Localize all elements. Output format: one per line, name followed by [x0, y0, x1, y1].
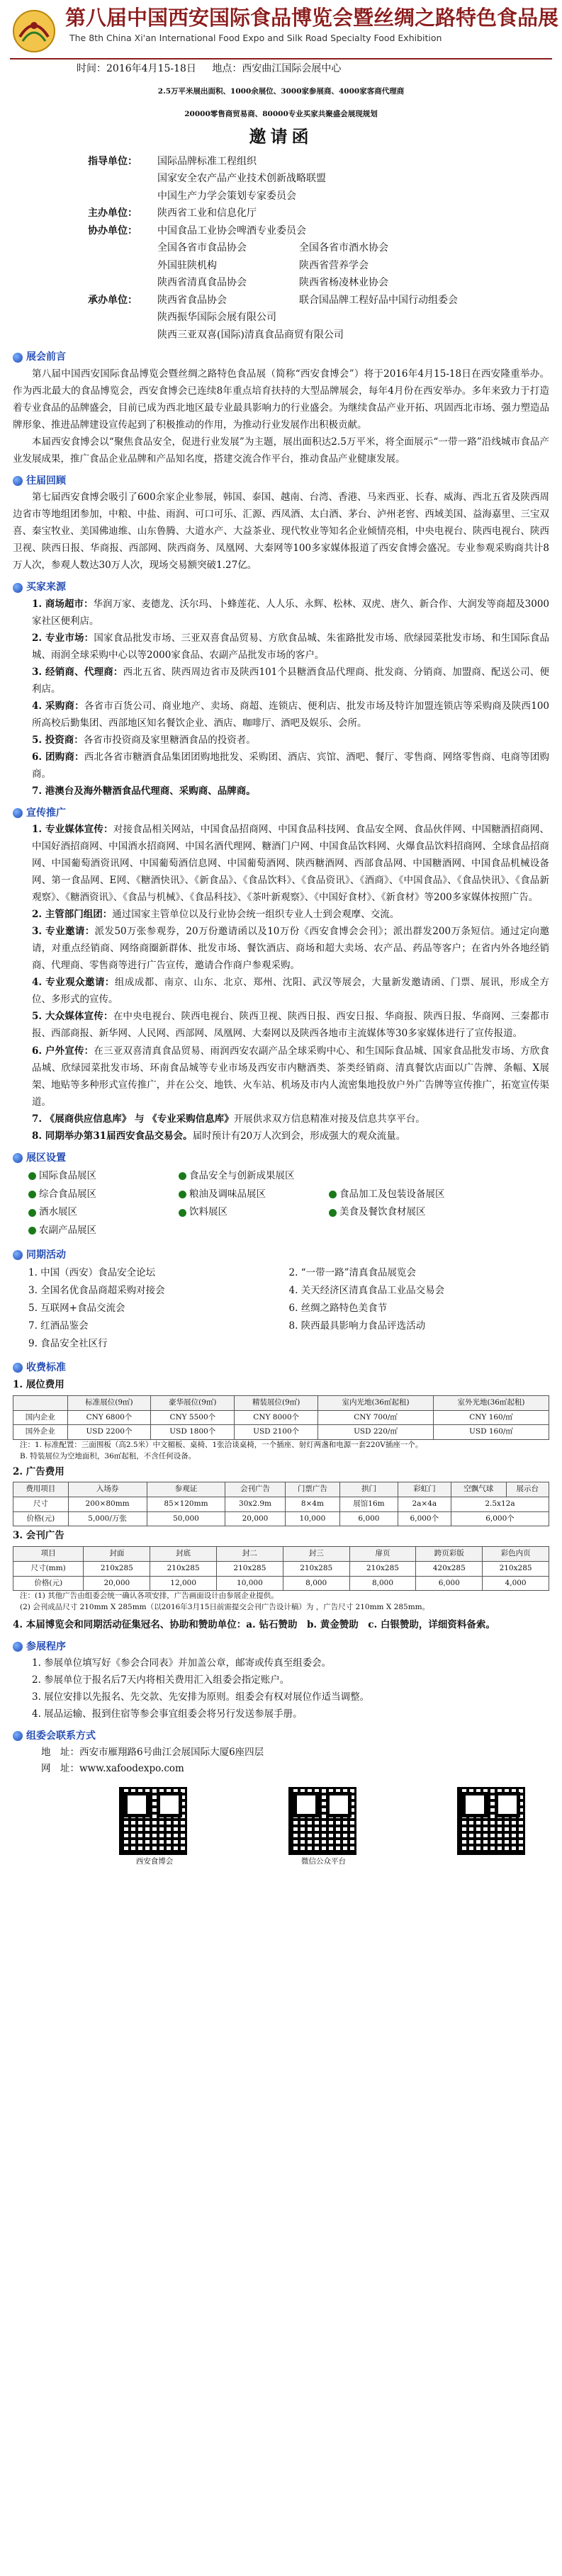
- activity-item: 5. 互联网+食品交流会: [28, 1302, 125, 1314]
- section-title: 组委会联系方式: [26, 1730, 96, 1742]
- section-review: [0, 473, 562, 574]
- activity-item: 1. 中国（西安）食品安全论坛: [28, 1266, 156, 1278]
- catalog-ad-table: [13, 1546, 549, 1591]
- area-item: 国际食品展区: [28, 1167, 179, 1186]
- bullet-ball-icon: [13, 353, 23, 363]
- guiding-units: [88, 153, 548, 205]
- organisers: [0, 153, 562, 344]
- intro-paragraph-1: 第八届中国西安国际食品博览会暨丝绸之路特色食品展（简称“西安食博会”）将于2016年4月15-18日在西安隆重举办。作为西北最大的食品博览会，西安食博会已连续8年重点培育扶持的大型品牌展会，每年4月份在西安举办。多年来致力于打造着专业食品的品牌盛会，目前已成为西北地区最专业最具影响力的行业盛会。为继续食品产业开拓、巩固西北市场、强力塑造品牌形象、推进品牌建设宣传起到了积极推动的作用，为推动行业发展作出积极贡献。: [13, 368, 549, 431]
- process-step: 3. 展位安排以先报名、先交款、先安排为原则。组委会有权对展位作适当调整。: [32, 1691, 370, 1703]
- activity-item: 3. 全国名优食品商超采购对接会: [28, 1284, 165, 1296]
- booth-fee-table: [13, 1395, 549, 1440]
- qr-codes: [13, 1777, 549, 1868]
- org-item: 全国各省市食品协会: [157, 242, 247, 254]
- event-place: 地点：西安曲江国际会展中心: [212, 63, 342, 74]
- english-title-line-1: The 8th China Xi'an International Food Expo and Silk Road Specialty Food Exhibition: [69, 33, 442, 43]
- area-dot-icon: [28, 1172, 36, 1180]
- qr-label: 微信公众平台: [301, 1856, 346, 1866]
- ad-fee-table: [13, 1482, 549, 1526]
- section-title: 买家来源: [26, 581, 66, 594]
- activity-item: 9. 食品安全社区行: [28, 1337, 108, 1349]
- org-item: 陕西三亚双喜(国际)清真食品商贸有限公司: [157, 329, 344, 341]
- buyer-item: 7. 港澳台及海外糖酒食品代理商、采购商、品牌商。: [32, 785, 256, 797]
- table-row: 价格(元) 20,000 12,000 10,000 8,000 8,000 6,000 4,000: [13, 1576, 549, 1591]
- qr-item[interactable]: [288, 1787, 359, 1868]
- catalog-ad-title: 3. 会刊广告: [13, 1530, 64, 1542]
- promo-item: 8. 同期举办第31届西安食品交易会。届时预计有20万人次到会，形成强大的观众流量。: [32, 1130, 406, 1142]
- invitation-heading: 邀请函: [249, 125, 313, 147]
- ad-fee-title: 2. 广告费用: [13, 1465, 64, 1477]
- qr-code-icon[interactable]: [119, 1787, 187, 1855]
- section-exhibit-areas: [0, 1150, 562, 1242]
- org-item: 陕西省杨凌林业协会: [299, 277, 388, 289]
- area-item: 综合食品展区: [28, 1186, 179, 1204]
- activity-item: 2. “一带一路”清真食品展览会: [288, 1266, 416, 1278]
- time-place: [77, 62, 354, 76]
- page-title: 第八届中国西安国际食品博览会暨丝绸之路特色食品展: [65, 6, 559, 30]
- table-row: 国内企业 CNY 6800个 CNY 5500个 CNY 8000个 CNY 700/㎡ CNY 160/㎡: [13, 1410, 549, 1425]
- org-item: 陕西省清真食品协会: [157, 277, 247, 289]
- contact-address: 地 址：西安市雁翔路6号曲江会展国际大厦6座四层: [41, 1746, 264, 1758]
- bullet-ball-icon: [13, 1153, 23, 1163]
- buyer-item: 3. 经销商、代理商：西北五省、陕西周边省市及陕西101个县糖酒食品代理商、批发商、分销商、加盟商、配送公司、便利店。: [32, 666, 549, 695]
- process-step: 4. 展品运输、报到住宿等参会事宜组委会将另行发送参展手册。: [32, 1708, 303, 1720]
- section-title: 展区设置: [26, 1152, 66, 1164]
- area-dot-icon: [329, 1191, 337, 1198]
- area-dot-icon: [28, 1209, 36, 1217]
- org-item: 陕西省营养学会: [299, 259, 369, 271]
- process-step: 2. 参展单位于报名后7天内将相关费用汇入组委会指定账户。: [32, 1674, 290, 1686]
- bullet-ball-icon: [13, 808, 23, 818]
- org-item: 陕西振华国际会展有限公司: [157, 312, 276, 324]
- promo-item: 7. 《展商供应信息库》 与 《专业采购信息库》开展供求双方信息精准对接及信息共享平台。: [32, 1113, 425, 1125]
- area-dot-icon: [179, 1172, 186, 1180]
- catalog-note-b: (2) 会刊成品尺寸 210mm X 285mm（以2016年3月15日前需提交会刊广告设计稿）为 ，广告尺寸 210mm X 285mm。: [20, 1603, 430, 1612]
- activity-item: 7. 红酒品鉴会: [28, 1320, 89, 1332]
- buyer-item: 5. 投资商：各省市投资商及家里糖酒食品的投资者。: [32, 734, 256, 746]
- promo-item: 2. 主管部门组团：通过国家主管单位以及行业协会统一组织专业人士到会观摩、交流。: [32, 909, 400, 921]
- area-dot-icon: [28, 1227, 36, 1235]
- table-row: 尺寸(mm) 210x285 210x285 210x285 210x285 210x285 420x285 210x285: [13, 1561, 549, 1576]
- section-title: 同期活动: [26, 1249, 66, 1261]
- promo-item: 6. 户外宣传：在三亚双喜清真食品贸易、雨润西安农副产品全球采购中心、和生国际食品城、国家食品批发市场、方欣食品城、欣绿园菜批发市场、环南食品城等专业市场及西安市内糖酒类、茶类经销商、清真餐饮店面以广告牌、条幅、X展架、地贴等多种形式宣传推广，并在公交、地铁、火车站、机场及市内人流密集地投放户外广告牌等宣传推广，拓宽宣传渠道。: [32, 1045, 549, 1108]
- scale-line-2: 20000零售商贸易商、80000专业买家共聚盛会展现规划: [184, 110, 378, 118]
- review-paragraph: 第七届西安食博会吸引了600余家企业参展，韩国、泰国、越南、台湾、香港、马来西亚、长春、威海、西北五省及陕西周边省市等地组团参加，中粮、中盐、雨润、可口可乐、汇源、西凤酒、太白酒、茅台、泸州老窖、西域美国、益海嘉里、三宝双喜、秦宝牧业、美国佛迪维、山东鲁腾、大道水产、大益茶业、现代牧业等知名企业倾情亮相，中央电视台、陕西电视台、陕西卫视、陕西日报、华商报、西部网、陕西商务、凤凰网、大秦网等100多家媒体报道了西安食博会盛况。专业参观采购商共计8万人次，参观人数达30万人次，现场交易额突破1.27亿。: [13, 492, 549, 572]
- bullet-ball-icon: [13, 1642, 23, 1652]
- org-item: 中国食品工业协会啤酒专业委员会: [157, 225, 306, 237]
- org-item: 全国各省市酒水协会: [299, 242, 388, 254]
- qr-label: 西安食博会: [135, 1856, 174, 1866]
- section-process: [0, 1639, 562, 1723]
- area-item: 酒水展区: [28, 1203, 179, 1222]
- org-label: 承办单位：: [88, 294, 137, 306]
- org-item: 外国驻陕机构: [157, 259, 217, 271]
- section-fees: [0, 1360, 562, 1633]
- buyer-item: 6. 团购商：西北各省市糖酒食品集团团购地批发、采购团、酒店、宾馆、酒吧、餐厅、零售商、网络零售商、电商等团购商。: [32, 751, 550, 780]
- section-title: 宣传推广: [26, 807, 66, 819]
- table-header-row: 项目 封面 封底 封二 封三 扉页 跨页彩版 彩色内页: [13, 1547, 549, 1562]
- section-intro: [0, 349, 562, 467]
- buyer-item: 4. 采购商：各省市百货公司、商业地产、卖场、商超、连锁店、便利店、批发市场及特许加盟连锁店等采购商及陕西100所高校后勤集团、西部地区知名餐饮企业、酒店、咖啡厅、酒吧及娱乐、会所。: [32, 700, 549, 729]
- org-label: 指导单位：: [88, 155, 137, 167]
- booth-fee-title: 1. 展位费用: [13, 1379, 64, 1391]
- undertaking-units: [88, 292, 548, 344]
- promo-item: 5. 大众媒体宣传：在中央电视台、陕西电视台、陕西卫视、陕西日报、西安日报、华商报、陕西日报、华商网、三秦都市报、西部商报、新华网、人民网、西部网、凤凰网、大秦网以及陕西各地市主流媒体等30多家媒体进行了宣传报道。: [32, 1011, 550, 1040]
- qr-code-icon[interactable]: [288, 1787, 356, 1855]
- area-dot-icon: [179, 1209, 186, 1217]
- org-item: 联合国品牌工程好品中国行动组委会: [299, 294, 458, 306]
- host-units: [88, 205, 548, 222]
- org-item: 中国生产力学会策划专家委员会: [157, 190, 296, 202]
- area-item: 粮油及调味品展区: [179, 1186, 329, 1204]
- section-title: 收费标准: [26, 1361, 66, 1373]
- booth-note-a: 注：1. 标准配置：三面围板（高2.5米）中文楣板、桌椅、1张洽谈桌椅，一个插座、射灯两盏和电源一套220V插座一个。: [20, 1441, 423, 1450]
- buyer-item: 1. 商场超市：华润万家、麦德龙、沃尔玛、卜蜂莲花、人人乐、永辉、松林、双虎、唐久、新合作、大润发等商超及3000家社区便利店。: [32, 598, 549, 627]
- area-dot-icon: [329, 1209, 337, 1217]
- org-item: 陕西省工业和信息化厅: [157, 208, 257, 220]
- area-item: 美食及餐饮食材展区: [329, 1203, 549, 1222]
- promo-item: 1. 专业媒体宣传：对接食品相关网站，中国食品招商网、中国食品科技网、食品安全网、食品伙伴网、中国糖酒招商网、中国好酒招商网、中国酒水招商网、中国名酒代理网、糖酒门户网、中国食品饮料网、火爆食品饮料招商网、全球食品招商网、中国葡萄酒资讯网、中国葡萄酒信息网、中国葡萄酒网、陕西糖酒网、西部食品网、中国糖酒网、中国食品机械设备网、第一食品网、E网、《糖酒快讯》、《新食品》、《食品饮料》、《食品资讯》、《酒商》、《中国食品》、《食品快讯》、《食品新观察》、《糖酒资讯》、《食品与机械》、《食品科技》、《茶叶新观察》、《中国好食材》、《新食材》等200多家媒体按照广告。: [32, 824, 550, 904]
- table-row: 国外企业 USD 2200个 USD 1800个 USD 2100个 USD 220/㎡ USD 160/㎡: [13, 1425, 549, 1440]
- catalog-note-a: 注：(1) 其他广告由组委会统一确认各项安排，广告画面设计由参展企业提供。: [20, 1591, 279, 1601]
- table-row: 价格(元) 5,000/万张 50,000 20,000 10,000 6,000 6,000个 6,000个: [13, 1511, 549, 1526]
- section-title: 展会前言: [26, 351, 66, 363]
- intro-paragraph-2: 本届西安食博会以“聚焦食品安全，促进行业发展”为主题，展出面积达2.5万平米，将全面展示“一带一路”沿线城市食品产业发展成果，推广食品企业品牌和产品知名度，搭建交流合作平台，推动食品产业健康发展。: [13, 436, 549, 465]
- org-item: 国际品牌标准工程组织: [157, 155, 257, 167]
- area-dot-icon: [28, 1191, 36, 1198]
- table-header-row: 标准展位(9㎡) 豪华展位(9㎡) 精装展位(9㎡) 室内光地(36㎡起租) 室外光地(36㎡起租): [13, 1395, 549, 1410]
- sponsorship-text: 4. 本届博览会和同期活动征集冠名、协助和赞助单位：a. 钻石赞助 b. 黄金赞助 c. 白银赞助，详细资料备索。: [13, 1618, 495, 1630]
- area-item: 食品安全与创新成果展区: [179, 1167, 549, 1186]
- buyer-item: 2. 专业市场：国家食品批发市场、三亚双喜食品贸易、方欣食品城、朱雀路批发市场、欣绿园菜批发市场、和生国际食品城、雨润全球采购中心以等2000家食品、农副产品批发市场的客户。: [32, 632, 549, 661]
- bullet-ball-icon: [13, 1250, 23, 1260]
- scale-line-1: 2.5万平米展出面积、1000余展位、3000家参展商、4000家客商代理商: [157, 87, 405, 96]
- table-header-row: 费用项目 入场券 参观证 会刊广告 门票广告 拱门 彩虹门 空飘气球 展示台: [13, 1482, 549, 1497]
- co-organiser-units: [88, 222, 548, 292]
- org-item: 陕西省食品协会: [157, 294, 227, 306]
- qr-code-icon[interactable]: [457, 1787, 525, 1855]
- promo-item: 4. 专业观众邀请：组成成都、南京、山东、北京、郑州、沈阳、武汉等展会，大量新发邀请函、门票、展讯，形成全方位、多形式的宣传。: [32, 977, 549, 1006]
- page-header: [0, 0, 562, 106]
- area-item: 饮料展区: [179, 1203, 329, 1222]
- section-buyers: [0, 579, 562, 800]
- bullet-ball-icon: [13, 1363, 23, 1373]
- area-dot-icon: [179, 1191, 186, 1198]
- section-contact: [0, 1728, 562, 1868]
- expo-logo-icon: [11, 8, 57, 54]
- contact-website[interactable]: 网 址：www.xafoodexpo.com: [41, 1762, 184, 1774]
- bullet-ball-icon: [13, 1731, 23, 1741]
- header-divider: [10, 58, 552, 59]
- activity-item: 8. 陕西最具影响力食品评选活动: [288, 1320, 426, 1332]
- area-item: 食品加工及包装设备展区: [329, 1186, 549, 1204]
- org-item: 国家安全农产品产业技术创新战略联盟: [157, 173, 326, 185]
- qr-item[interactable]: [457, 1787, 528, 1868]
- bullet-ball-icon: [13, 476, 23, 486]
- section-title: 往届回顾: [26, 475, 66, 487]
- activity-item: 6. 丝绸之路特色美食节: [288, 1302, 388, 1314]
- org-label: 主办单位：: [88, 208, 137, 220]
- section-activities: [0, 1247, 562, 1354]
- bullet-ball-icon: [13, 583, 23, 593]
- section-title: 参展程序: [26, 1640, 66, 1652]
- activity-item: 4. 关天经济区清真食品工业品交易会: [288, 1284, 445, 1296]
- area-item: 农副产品展区: [28, 1222, 179, 1240]
- promo-item: 3. 专业邀请：派发50万张参观券，20万份邀请函以及10万份《西安食博会会刊》；派出群发200万条短信。通过定向邀请，对重点经销商、网络商圈新群体、批发市场、餐饮酒店、商场和超大卖场、农产品、药品等客户；在省内外各地经销商、代理商、零售商等进行广告宣传，邀请合作商户参观采购。: [32, 926, 549, 972]
- section-promotion: [0, 805, 562, 1145]
- qr-item[interactable]: [119, 1787, 190, 1868]
- org-label: 协办单位：: [88, 225, 137, 237]
- event-time: 时间：2016年4月15-18日: [77, 63, 196, 74]
- table-row: 尺寸 200×80mm 85×120mm 30x2.9m 8×4m 展馆16m 2a×4a 2.5x12a: [13, 1497, 549, 1511]
- booth-note-b: B. 特装展位为空地面积，36㎡起租，不含任何设备。: [20, 1451, 196, 1460]
- process-step: 1. 参展单位填写好《参会合同表》并加盖公章，邮寄或传真至组委会。: [32, 1657, 332, 1669]
